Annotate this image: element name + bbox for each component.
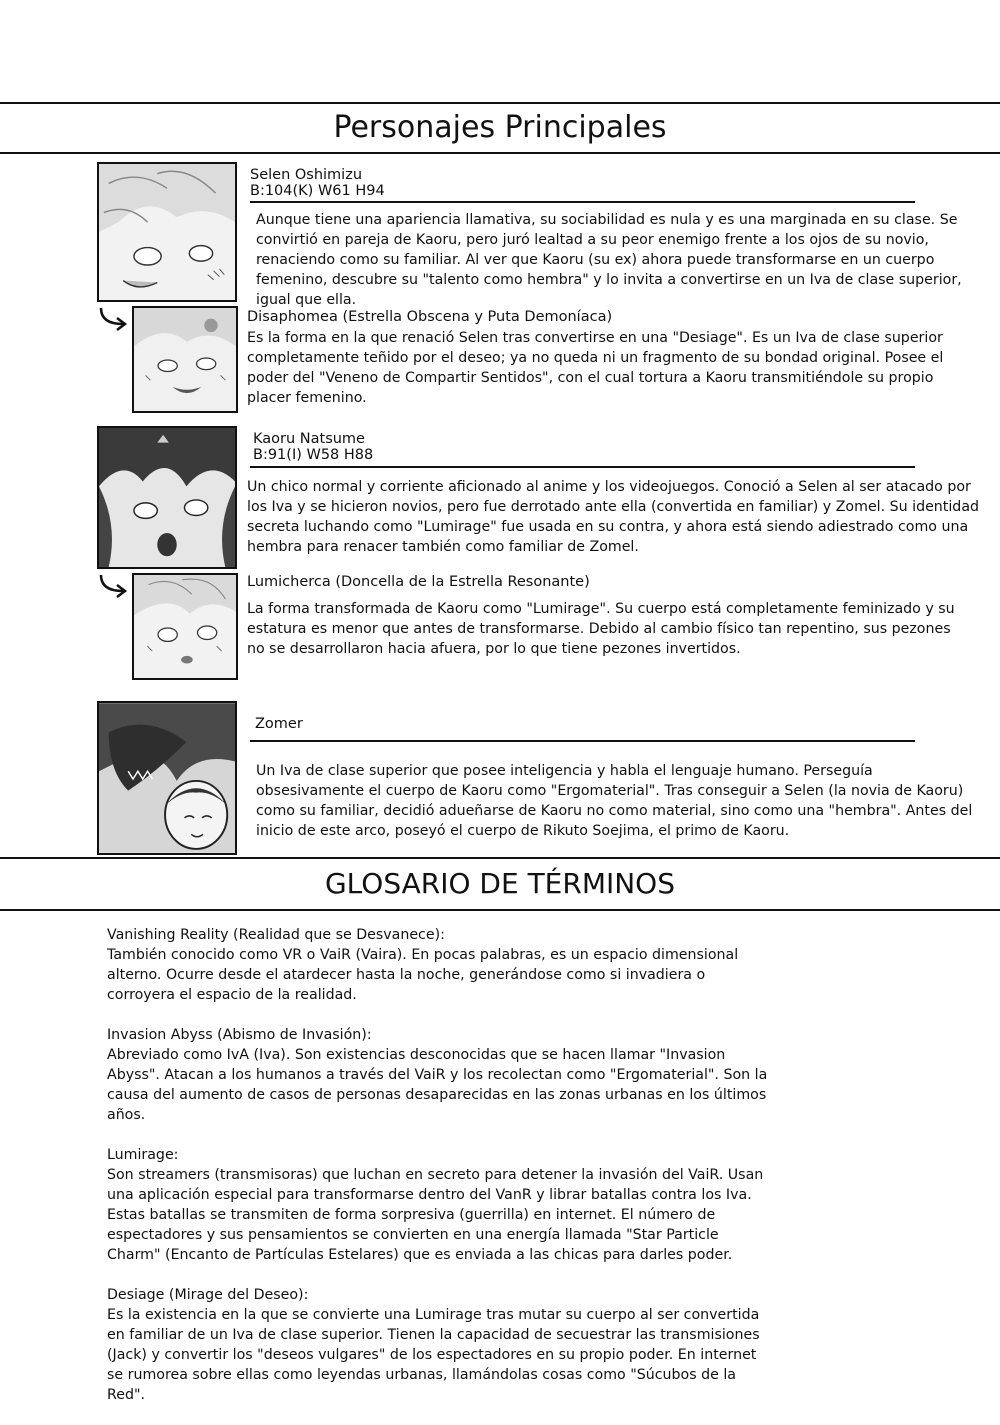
selen-portrait bbox=[97, 162, 237, 302]
zomer-name: Zomer bbox=[255, 716, 303, 732]
glossary-definition: Son streamers (transmisoras) que luchan en secreto para detener la invasión del VaiR. Usan una aplicación especial para transformarse dentro del VanR y librar batallas contra los Iva. Estas batallas se transmiten de forma sorpresiva (guerrilla) en internet. El número de espectadores y sus pensamientos se convierten en una energía llamada "Star Particle Charm" (Encanto de Partículas Estelares) que es enviada a las chicas para darles poder. bbox=[107, 1167, 764, 1263]
lumicherca-name: Lumicherca (Doncella de la Estrella Resonante) bbox=[247, 574, 590, 590]
selen-illustration bbox=[99, 164, 235, 300]
glossary-definition: También conocido como VR o VaiR (Vaira). En pocas palabras, es un espacio dimensional alterno. Ocurre desde el atardecer hasta la noche, generándose como si invadiera o corroyera el espacio de la realidad. bbox=[107, 947, 739, 1003]
glossary-definition: Abreviado como IvA (Iva). Son existencias desconocidas que se hacen llamar "Invasion Abyss". Atacan a los humanos a través del VaiR y los recolectan como "Ergomaterial". Son la causa del aumento de casos de personas desaparecidas en las zonas urbanas en los últimos años. bbox=[107, 1047, 768, 1123]
selen-name: Selen Oshimizu bbox=[250, 167, 363, 183]
zomer-divider bbox=[250, 740, 915, 742]
characters-header bbox=[0, 102, 1000, 154]
glossary-item bbox=[107, 1145, 772, 1265]
transform-arrow-icon bbox=[97, 573, 131, 599]
kaoru-illustration bbox=[99, 428, 235, 567]
kaoru-name: Kaoru Natsume bbox=[253, 431, 365, 447]
glossary-title: GLOSARIO DE TÉRMINOS bbox=[324, 867, 675, 900]
lumicherca-description: La forma transformada de Kaoru como "Lumirage". Su cuerpo está completamente feminizado y su estatura es menor que antes de transformarse. Debido al cambio físico tan repentino, sus pezones no se desarrollaron hacia afuera, por lo que tiene pezones invertidos. bbox=[247, 601, 955, 657]
kaoru-divider bbox=[250, 466, 915, 468]
glossary-header bbox=[0, 857, 1000, 911]
zomer-portrait bbox=[97, 701, 237, 855]
lumicherca-illustration bbox=[134, 575, 236, 678]
glossary-item bbox=[107, 1285, 772, 1405]
lumicherca-portrait bbox=[132, 573, 238, 680]
kaoru-stats: B:91(I) W58 H88 bbox=[253, 447, 374, 463]
zomer-illustration bbox=[99, 703, 235, 853]
disaphomea-portrait bbox=[132, 306, 238, 413]
disaphomea-illustration bbox=[134, 308, 236, 411]
glossary-item bbox=[107, 1025, 772, 1125]
zomer-description: Un Iva de clase superior que posee inteligencia y habla el lenguaje humano. Perseguía obsesivamente el cuerpo de Kaoru como "Ergomaterial". Tras conseguir a Selen (la novia de Kaoru) como su familiar, decidió adueñarse de Kaoru no como material, sino como una "hembra". Antes del inicio de este arco, poseyó el cuerpo de Rikuto Soejima, el primo de Kaoru. bbox=[256, 763, 973, 839]
disaphomea-name: Disaphomea (Estrella Obscena y Puta Demoníaca) bbox=[247, 309, 613, 325]
kaoru-description: Un chico normal y corriente aficionado al anime y los videojuegos. Conoció a Selen al ser atacado por los Iva y se hicieron novios, pero fue derrotado ante ella (convertida en familiar) y Zomel. Su identidad secreta luchando como "Lumirage" fue usada en su contra, y ahora está siendo adiestrado como una hembra para renacer también como familiar de Zomel. bbox=[247, 479, 980, 555]
characters-title: Personajes Principales bbox=[333, 110, 667, 145]
selen-stats: B:104(K) W61 H94 bbox=[250, 183, 385, 199]
glossary-term: Invasion Abyss (Abismo de Invasión): bbox=[107, 1027, 372, 1043]
glossary-item bbox=[107, 925, 772, 1005]
kaoru-portrait bbox=[97, 426, 237, 569]
selen-divider bbox=[250, 201, 915, 203]
glossary-definition: Es la existencia en la que se convierte una Lumirage tras mutar su cuerpo al ser convertida en familiar de un Iva de clase superior. Tienen la capacidad de secuestrar las transmisiones (Jack) y convertir los "deseos vulgares" de los espectadores en su propio poder. En internet se rumorea sobre ellas como leyendas urbanas, llamándolas cosas como "Súcubos de la Red". bbox=[107, 1307, 760, 1403]
disaphomea-description: Es la forma en la que renació Selen tras convertirse en una "Desiage". Es un Iva de clase superior completamente teñido por el deseo; ya no queda ni un fragmento de su bondad original. Posee el poder del "Veneno de Compartir Sentidos", con el cual tortura a Kaoru transmitiéndole su propio placer femenino. bbox=[247, 330, 944, 406]
glossary-term: Desiage (Mirage del Deseo): bbox=[107, 1287, 309, 1303]
glossary-term: Lumirage: bbox=[107, 1147, 179, 1163]
glossary-list bbox=[107, 925, 772, 1425]
glossary-term: Vanishing Reality (Realidad que se Desvanece): bbox=[107, 927, 445, 943]
transform-arrow-icon bbox=[97, 306, 131, 332]
selen-description: Aunque tiene una apariencia llamativa, su sociabilidad es nula y es una marginada en su clase. Se convirtió en pareja de Kaoru, pero juró lealtad a su peor enemigo frente a los ojos de su novio, renaciendo como su familiar. Al ver que Kaoru (su ex) ahora puede transformarse en un cuerpo femenino, descubre su "talento como hembra" y lo invita a convertirse en un Iva de clase superior, igual que ella. bbox=[256, 212, 962, 308]
